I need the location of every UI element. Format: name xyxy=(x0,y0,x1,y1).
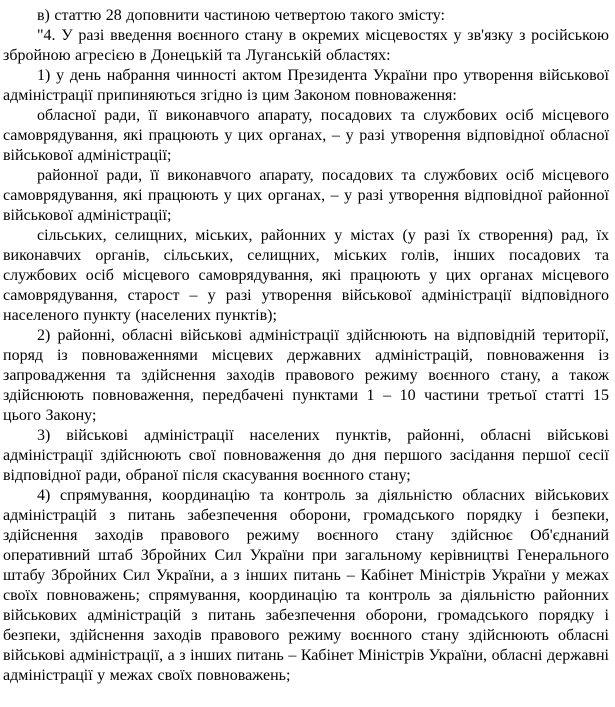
paragraph-item-2: 2) районні, обласні військові адміністрації здійснюють на відповідній території, поряд із повноваженнями місцевих державних адміністрацій, повноваження із запровадження та здійснення заходів правового режиму воєнного стану, а також здійснюють повноваження, передбачені пунктами 1 – 10 частини третьої статті 15 цього Закону; xyxy=(3,327,609,424)
paragraph-item-1: 1) у день набрання чинності актом Президента України про утворення військової адміністрації припиняються згідно із цим Законом повноваження: xyxy=(3,67,609,104)
paragraph-raion-council: районної ради, її виконавчого апарату, посадових та службових осіб місцевого самоврядування, які працюють у цих органах, – у разі утворення відповідної районної військової адміністрації; xyxy=(3,167,609,224)
paragraph-local-councils: сільських, селищних, міських, районних у містах (у разі їх створення) рад, їх виконавчих органів, сільських, селищних, міських голів, інших посадових та службових осіб місцевого самоврядування, які працюють у цих органах місцевого самоврядування, старост – у разі утворення військової адміністрації відповідного населеного пункту (населених пунктів); xyxy=(3,227,609,324)
paragraph-oblast-council: обласної ради, її виконавчого апарату, посадових та службових осіб місцевого самоврядування, які працюють у цих органах, – у разі утворення відповідної обласної військової адміністрації; xyxy=(3,107,609,164)
paragraph-part4-intro: "4. У разі введення воєнного стану в окремих місцевостях у зв'язку з російською збройною агресією в Донецькій та Луганській областях: xyxy=(3,27,609,64)
paragraph-amendment-intro: в) статтю 28 доповнити частиною четвертою такого змісту: xyxy=(37,7,445,24)
paragraph-item-3: 3) військові адміністрації населених пунктів, районні, обласні військові адміністрації здійснюють свої повноваження до дня першого засідання першої сесії відповідної ради, обраної після скасування воєнного стану; xyxy=(3,427,609,484)
paragraph-item-4: 4) спрямування, координацію та контроль за діяльністю обласних військових адміністрацій з питань забезпечення оборони, громадського порядку і безпеки, здійснення заходів правового режиму воєнного стану здійснює Об'єднаний оперативний штаб Збройних Сил України при загальному керівництві Генерального штабу Збройних Сил України, а з інших питань – Кабінет Міністрів України у межах своїх повноважень; спрямування, координацію та контроль за діяльністю районних військових адміністрацій з питань забезпечення оборони, громадського порядку і безпеки, здійснення заходів правового режиму воєнного стану здійснюють обласні військові адміністрації, а з інших питань – Кабінет Міністрів України, обласні державні адміністрації у межах своїх повноважень; xyxy=(3,487,609,684)
